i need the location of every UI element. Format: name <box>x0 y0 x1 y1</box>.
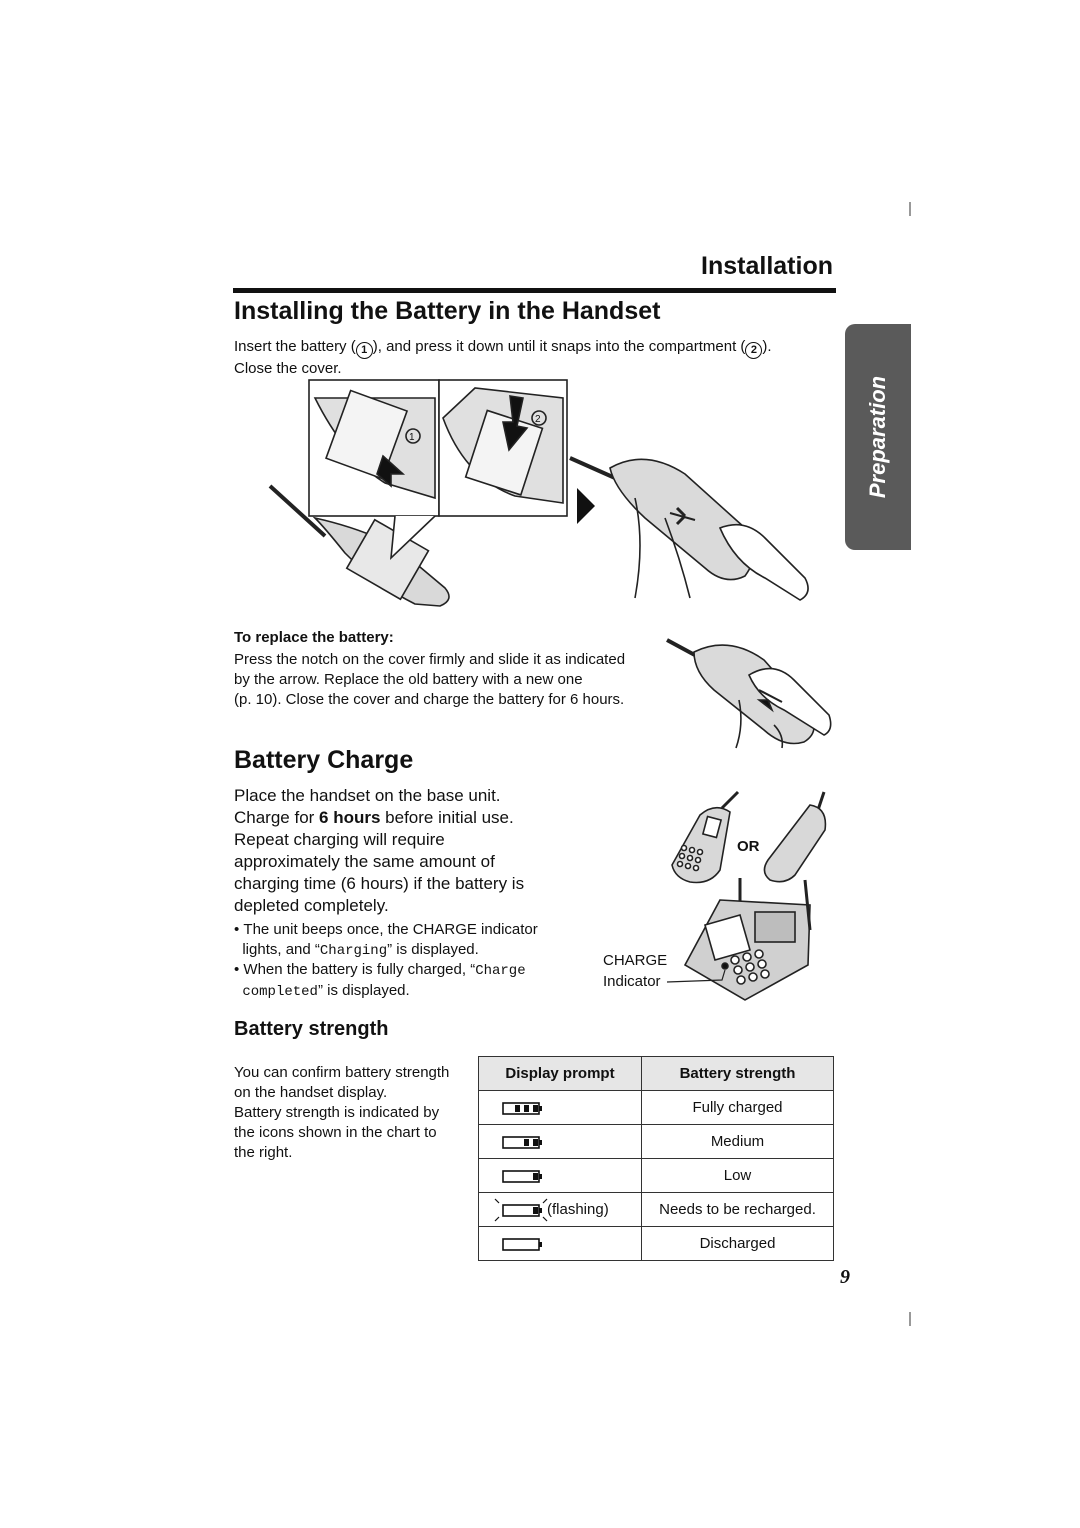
charge-line3: Repeat charging will require <box>234 830 445 849</box>
replace-text <box>234 650 674 710</box>
install-text-b: ), and press it down until it snaps into the compartment ( <box>372 338 746 355</box>
replace-line1: Press the notch on the cover firmly and slide it as indicated <box>234 651 626 668</box>
replace-line3: (p. 10). Close the cover and charge the battery for 6 hours. <box>234 691 625 708</box>
replace-illustration <box>664 630 836 750</box>
battery-bar <box>524 1139 529 1146</box>
charge-title: Battery Charge <box>234 746 414 774</box>
table-row <box>479 1091 834 1125</box>
table-row <box>479 1159 834 1193</box>
display-prompt-cell <box>479 1159 642 1193</box>
battery-strength-label: Low <box>642 1159 834 1193</box>
display-prompt-cell <box>479 1125 642 1159</box>
svg-text:1: 1 <box>409 432 415 443</box>
page-number: 9 <box>840 1266 850 1288</box>
crop-mark-top <box>909 202 911 216</box>
title-rule <box>233 288 836 293</box>
table-row <box>479 1193 834 1227</box>
base-unit-illustration <box>660 790 840 1010</box>
battery-icon <box>489 1127 549 1157</box>
step-2-marker: 2 <box>745 342 762 359</box>
replace-heading: To replace the battery: <box>234 629 394 646</box>
install-text-line2: Close the cover. <box>234 360 342 377</box>
table-row <box>479 1227 834 1261</box>
battery-bar <box>515 1105 520 1112</box>
charge-indicator-label: CHARGE <box>603 952 668 969</box>
replace-line2: by the arrow. Replace the old battery with a new one <box>234 671 583 688</box>
install-text-c: ). <box>762 338 772 355</box>
strength-text: You can confirm battery strength on the handset display. Battery strength is indicated by the icons shown in the chart to the right. <box>234 1064 450 1161</box>
step-1-marker: 1 <box>356 342 373 359</box>
battery-icon <box>489 1195 549 1225</box>
display-prompt-cell <box>479 1227 642 1261</box>
side-tab-label: Preparation <box>865 375 890 499</box>
charge-bullet-1: • The unit beeps once, the CHARGE indicator lights, and “Charging” is displayed. <box>234 921 538 959</box>
battery-icon <box>489 1229 549 1259</box>
svg-text:2: 2 <box>535 414 541 425</box>
install-title: Installing the Battery in the Handset <box>234 297 661 325</box>
display-prompt-cell <box>479 1193 642 1227</box>
display-prompt-cell <box>479 1091 642 1125</box>
battery-bar <box>533 1207 538 1214</box>
battery-bar <box>533 1105 538 1112</box>
flashing-note: (flashing) <box>547 1201 609 1218</box>
charge-hours: 6 hours <box>319 808 381 827</box>
strength-title: Battery strength <box>234 1018 389 1040</box>
col-battery-strength: Battery strength <box>642 1057 834 1091</box>
install-text-a: Insert the battery ( <box>234 338 356 355</box>
crop-mark-bottom <box>909 1312 911 1326</box>
section-title: Installation <box>701 252 833 280</box>
battery-bar <box>533 1139 538 1146</box>
charge-line6: depleted completely. <box>234 896 389 915</box>
battery-strength-table <box>478 1056 834 1261</box>
battery-bar <box>533 1173 538 1180</box>
charge-line5: charging time (6 hours) if the battery is <box>234 874 525 893</box>
battery-strength-label: Medium <box>642 1125 834 1159</box>
battery-icon <box>489 1161 549 1191</box>
charge-line2b: before initial use. <box>380 808 514 827</box>
charge-line4: approximately the same amount of <box>234 852 495 871</box>
battery-strength-label: Needs to be recharged. <box>642 1193 834 1227</box>
charge-line1: Place the handset on the base unit. <box>234 786 501 805</box>
col-display-prompt: Display prompt <box>479 1057 642 1091</box>
install-illustration <box>265 378 835 608</box>
charge-line2a: Charge for <box>234 808 320 827</box>
battery-icon <box>489 1093 549 1123</box>
indicator-label: Indicator <box>603 973 661 990</box>
install-instructions <box>234 337 834 379</box>
charge-bullet-2: • When the battery is fully charged, “Charge completed” is displayed. <box>234 961 526 1000</box>
table-row <box>479 1125 834 1159</box>
battery-strength-label: Discharged <box>642 1227 834 1261</box>
charge-text <box>234 785 594 917</box>
or-label: OR <box>737 838 760 855</box>
battery-bar <box>524 1105 529 1112</box>
battery-strength-label: Fully charged <box>642 1091 834 1125</box>
